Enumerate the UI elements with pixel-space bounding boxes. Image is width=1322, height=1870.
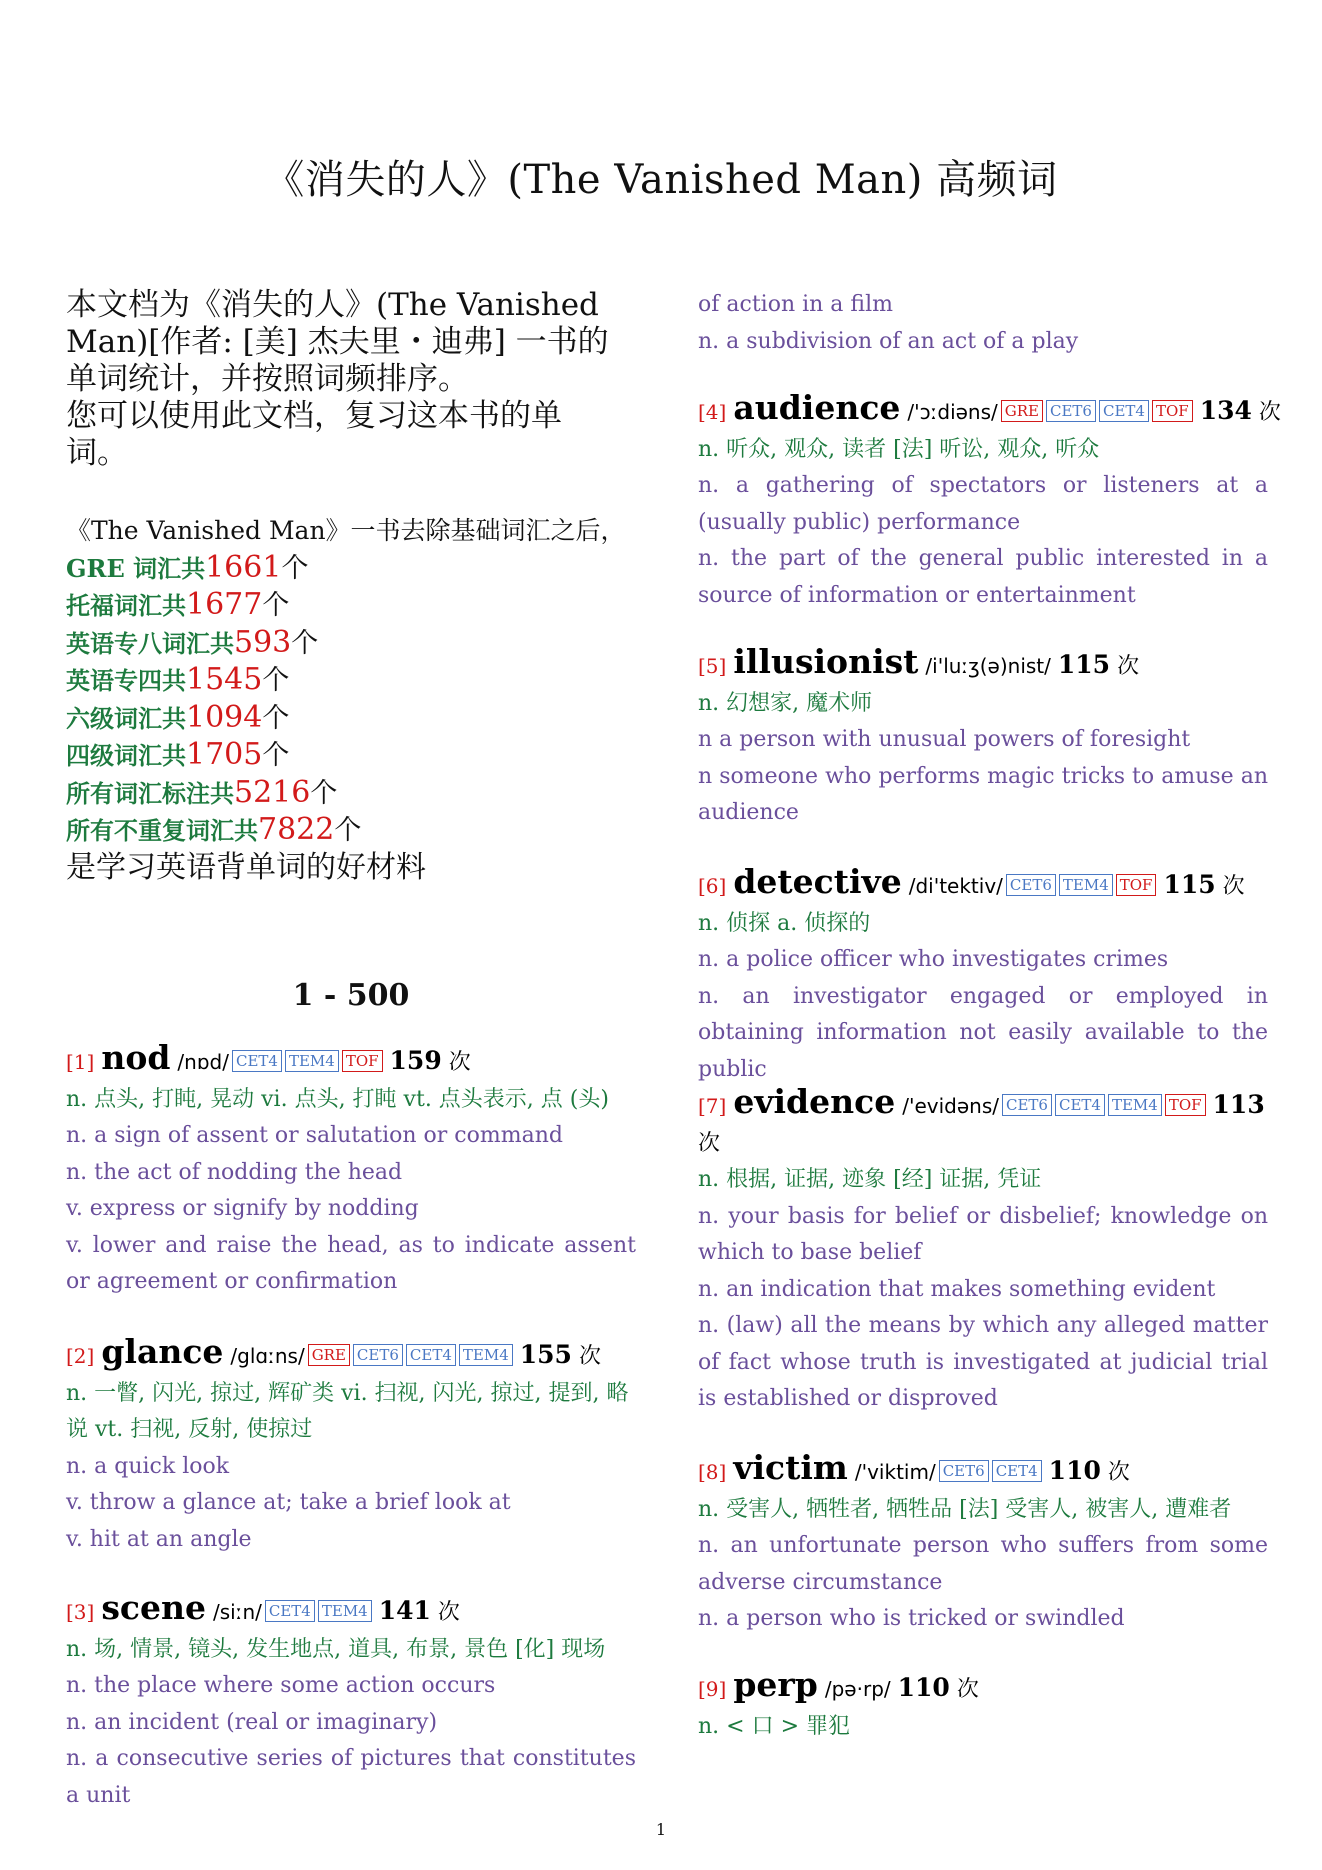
tag-badge: CET4 [1099,400,1149,422]
entry-count: 110 [897,1673,950,1702]
stat-count: 5216 [234,774,311,810]
tag-badge: CET4 [992,1460,1042,1482]
entry-definition: n. an indication that makes something evident [698,1276,1216,1302]
stat-label: 托福词汇共 [66,591,186,620]
intro-line: 词。 [66,435,128,471]
tag-badge: GRE [1001,400,1043,422]
entry-scene-continued [698,287,1268,360]
entry-definition: v. throw a glance at; take a brief look at [66,1490,511,1515]
intro-line: Man)[作者: [美] 杰夫里・迪弗] 一书的 [66,324,609,360]
stat-unit: 个 [262,740,290,771]
tag-badge: TOF [1116,874,1157,896]
entry-chinese: n. 幻想家, 魔术师 [698,690,873,716]
entry-ipa: /pə·rp/ [824,1677,891,1701]
intro-line: 您可以使用此文档，复习这本书的单 [66,398,562,434]
entry-ipa: /'evidəns/ [902,1094,999,1118]
entry-word: illusionist [733,642,919,681]
count-suffix: 次 [578,1344,601,1369]
entry-header [698,1450,1268,1492]
stat-row [66,662,641,700]
entry-count: 115 [1057,650,1111,679]
intro-line: 单词统计，并按照词频排序。 [66,361,469,397]
stat-unit: 个 [291,627,319,659]
entry-word: detective [733,862,902,901]
entry-evidence [698,1084,1268,1418]
tag-badge: CET6 [1002,1094,1052,1116]
entry-ipa: /nɒd/ [177,1050,229,1074]
entry-index: [1] [66,1050,95,1074]
entry-count: 134 [1199,396,1252,425]
tag-badge: CET4 [265,1600,315,1622]
entry-header [698,1084,1268,1162]
stat-row [66,587,641,625]
entry-definition: n. a person who is tricked or swindled [698,1606,1125,1631]
stat-row [66,625,641,663]
entry-definition: n. a police officer who investigates crimes [698,947,1169,972]
stat-count: 1094 [186,699,263,735]
entry-chinese: n. 一瞥, 闪光, 掠过, 辉矿类 vi. 扫视, 闪光, 掠过, 提到, 略说 vt. 扫视, 反射, 使掠过 [66,1380,629,1442]
stat-row [66,737,641,775]
entry-definition: n a person with unusual powers of foresight [698,727,1191,752]
page-number: 1 [655,1820,667,1839]
count-suffix: 次 [698,1130,721,1156]
vocab-stats [66,513,641,886]
entry-victim [698,1450,1268,1638]
stat-unit: 个 [334,815,362,846]
entry-chinese: n. < 口 > 罪犯 [698,1713,851,1739]
entry-definition: v. lower and raise the head, as to indicate assent or agreement or confirmation [66,1232,636,1294]
document-title: 《消失的人》(The Vanished Man) 高频词 [264,157,1058,203]
tag-badge: GRE [308,1344,350,1366]
entry-header [66,1040,636,1082]
stat-unit: 个 [262,665,290,696]
stat-unit: 个 [262,702,290,734]
entry-word: perp [733,1665,818,1704]
stat-label: 六级词汇共 [66,703,186,733]
count-suffix: 次 [1222,874,1245,899]
entry-header [66,1334,636,1376]
tag-badge: CET6 [353,1344,403,1366]
stat-count: 1661 [205,549,282,585]
entry-chinese: n. 听众, 观众, 读者 [法] 听讼, 观众, 听众 [698,436,1100,462]
stat-row [66,775,641,813]
entry-index: [7] [698,1094,727,1118]
tag-badge: CET4 [232,1050,282,1072]
entry-chinese: n. 侦探 a. 侦探的 [698,910,871,936]
entry-definition: n. an unfortunate person who suffers from some adverse circumstance [698,1533,1268,1595]
entry-definition: n. the part of the general public interested in a source of information or entertainment [698,546,1268,608]
tag-badge: CET4 [406,1344,456,1366]
count-suffix: 次 [1258,400,1281,425]
stat-count: 1677 [186,587,263,622]
entry-detective [698,864,1268,1088]
tag-badge: CET6 [1046,400,1096,422]
entry-count: 141 [378,1596,431,1625]
entry-index: [5] [698,654,727,678]
entry-header [698,644,1268,686]
tag-badge: TOF [1152,400,1193,422]
entry-definition: n. your basis for belief or disbelief; knowledge on which to base belief [698,1203,1268,1265]
stat-label: 英语专八词汇共 [66,628,234,658]
entry-ipa: /i'luːʒ(ə)nist/ [925,654,1051,678]
tag-badge: CET6 [1006,874,1056,896]
entry-count: 159 [389,1046,442,1075]
entry-definition: n someone who performs magic tricks to amuse an audience [698,763,1268,825]
stat-count: 1705 [186,737,263,772]
stat-label: 四级词汇共 [66,741,186,770]
entry-word: evidence [733,1082,896,1121]
stat-unit: 个 [262,590,290,621]
entry-count: 115 [1163,870,1216,899]
entry-chinese: n. 场, 情景, 镜头, 发生地点, 道具, 布景, 景色 [化] 现场 [66,1636,606,1662]
entry-definition: of action in a film [698,292,893,317]
entry-definition: v. express or signify by nodding [66,1196,419,1221]
stat-label: GRE 词汇共 [66,553,206,583]
entry-count: 110 [1048,1456,1101,1485]
entry-word: audience [733,388,901,427]
entry-ipa: /'viktim/ [854,1460,936,1484]
count-suffix: 次 [1107,1460,1130,1485]
entry-definition: n. a consecutive series of pictures that constitutes a unit [66,1746,636,1808]
entry-ipa: /glɑːns/ [230,1344,305,1368]
entry-count: 155 [519,1340,572,1369]
count-suffix: 次 [437,1600,460,1625]
entry-definition: n. the act of nodding the head [66,1159,403,1185]
stat-label: 所有词汇标注共 [66,778,234,808]
entry-illusionist [698,644,1268,832]
entry-header [698,1667,1268,1709]
entry-index: [8] [698,1460,727,1484]
tag-badge: CET6 [939,1460,989,1482]
entry-word: nod [101,1038,171,1077]
entry-glance [66,1334,636,1558]
stat-count: 593 [234,624,292,660]
count-suffix: 次 [448,1050,471,1075]
entry-chinese: n. 点头, 打盹, 晃动 vi. 点头, 打盹 vt. 点头表示, 点 (头) [66,1086,609,1112]
tag-badge: CET4 [1055,1094,1105,1116]
entry-index: [9] [698,1677,727,1701]
entry-definition: v. hit at an angle [66,1526,252,1552]
count-suffix: 次 [1117,654,1140,679]
entry-definition: n. an investigator engaged or employed in obtaining information not easily available to the public [698,983,1268,1082]
range-heading: 1 - 500 [292,978,410,1013]
stat-row [66,550,641,588]
entry-word: glance [101,1332,224,1371]
stat-count: 1545 [186,662,263,697]
stat-label: 英语专四共 [66,666,186,695]
entry-header [66,1590,636,1632]
stat-row [66,812,641,850]
entry-index: [4] [698,400,727,424]
entry-count: 113 [1212,1090,1265,1119]
intro-line: 本文档为《消失的人》(The Vanished [66,287,599,323]
tag-badge: TEM4 [1059,874,1113,896]
stat-row [66,700,641,738]
count-suffix: 次 [956,1677,979,1702]
tag-badge: TOF [342,1050,383,1072]
tag-badge: TEM4 [1108,1094,1162,1116]
entry-header [698,388,1281,432]
entry-definition: n. (law) all the means by which any alleged matter of fact whose truth is investigated at judicial trial is established or disproved [698,1313,1268,1411]
entry-perp [698,1667,1268,1745]
entry-ipa: /'ɔːdiəns/ [907,400,998,424]
tag-badge: TEM4 [285,1050,339,1072]
entry-definition: n. a quick look [66,1453,230,1479]
entry-nod [66,1040,636,1301]
entry-ipa: /di'tektiv/ [908,874,1003,898]
tag-badge: TOF [1165,1094,1206,1116]
entry-scene [66,1590,636,1814]
tag-badge: TEM4 [459,1344,513,1366]
entry-chinese: n. 根据, 证据, 迹象 [经] 证据, 凭证 [698,1167,1042,1192]
entry-header [698,864,1268,906]
entry-word: scene [101,1588,206,1627]
entry-definition: n. the place where some action occurs [66,1673,496,1698]
stats-tail: 是学习英语背单词的好材料 [66,849,426,885]
entry-index: [6] [698,874,727,898]
stat-label: 所有不重复词汇共 [66,816,258,845]
entry-chinese: n. 受害人, 牺牲者, 牺牲品 [法] 受害人, 被害人, 遭难者 [698,1496,1232,1522]
tag-badge: TEM4 [318,1600,372,1622]
stats-heading: 《The Vanished Man》一书去除基础词汇之后， [66,516,626,545]
entry-definition: n. a subdivision of an act of a play [698,328,1079,354]
entry-word: victim [733,1448,848,1487]
entry-audience [698,388,1281,614]
entry-definition: n. a sign of assent or salutation or command [66,1123,563,1148]
entry-index: [2] [66,1344,95,1368]
entry-index: [3] [66,1600,95,1624]
entry-ipa: /siːn/ [213,1600,262,1624]
intro-paragraph [66,287,641,472]
entry-definition: n. an incident (real or imaginary) [66,1709,438,1735]
stat-count: 7822 [258,812,335,847]
stat-unit: 个 [310,777,338,809]
entry-definition: n. a gathering of spectators or listeners at a (usually public) performance [698,473,1268,535]
stat-unit: 个 [281,552,309,584]
